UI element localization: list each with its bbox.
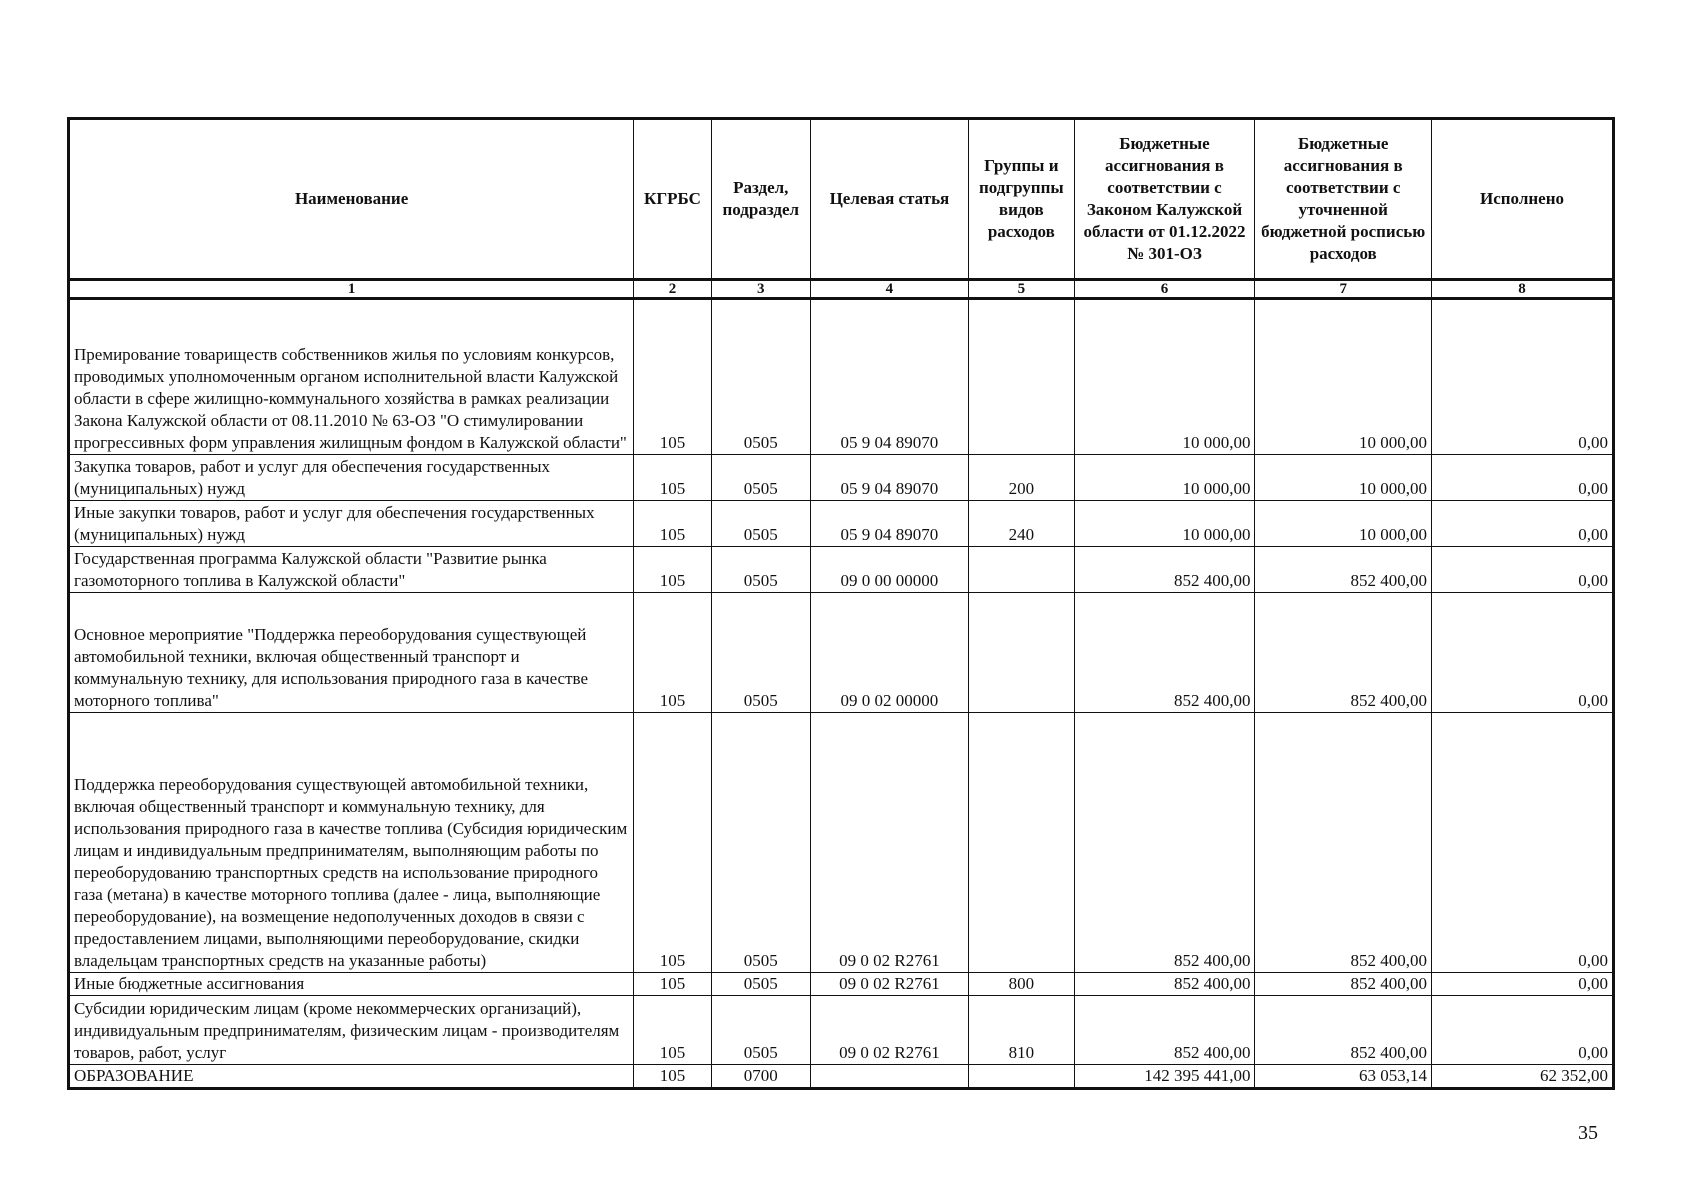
row-section: 0700	[711, 1065, 810, 1089]
col-header-article: Целевая статья	[810, 119, 968, 280]
row-name: Закупка товаров, работ и услуг для обеспечения государственных (муниципальных) нужд	[69, 455, 634, 501]
row-group: 800	[969, 973, 1075, 996]
col-number: 1	[69, 280, 634, 299]
row-executed: 0,00	[1432, 593, 1614, 713]
row-group: 240	[969, 501, 1075, 547]
row-executed: 0,00	[1432, 501, 1614, 547]
row-refined: 63 053,14	[1255, 1065, 1432, 1089]
row-law: 142 395 441,00	[1074, 1065, 1255, 1089]
row-law: 852 400,00	[1074, 713, 1255, 973]
row-article: 05 9 04 89070	[810, 501, 968, 547]
col-number: 3	[711, 280, 810, 299]
table-row	[69, 455, 1614, 501]
row-kgrbs: 105	[634, 299, 712, 455]
row-name: Основное мероприятие "Поддержка переоборудования существующей автомобильной техники, включая общественный транспорт и коммунальную технику, для использования природного газа в качестве моторного топлива"	[69, 593, 634, 713]
row-section: 0505	[711, 713, 810, 973]
row-executed: 0,00	[1432, 713, 1614, 973]
row-kgrbs: 105	[634, 501, 712, 547]
row-name: Государственная программа Калужской области "Развитие рынка газомоторного топлива в Калужской области"	[69, 547, 634, 593]
row-kgrbs: 105	[634, 1065, 712, 1089]
row-article: 09 0 00 00000	[810, 547, 968, 593]
row-article: 05 9 04 89070	[810, 455, 968, 501]
row-section: 0505	[711, 996, 810, 1065]
row-refined: 852 400,00	[1255, 713, 1432, 973]
table-row	[69, 1065, 1614, 1089]
row-name: Иные бюджетные ассигнования	[69, 973, 634, 996]
row-refined: 10 000,00	[1255, 299, 1432, 455]
row-section: 0505	[711, 455, 810, 501]
row-section: 0505	[711, 547, 810, 593]
row-refined: 852 400,00	[1255, 996, 1432, 1065]
row-article: 09 0 02 R2761	[810, 973, 968, 996]
col-header-section: Раздел, подраздел	[711, 119, 810, 280]
table-row	[69, 501, 1614, 547]
row-kgrbs: 105	[634, 547, 712, 593]
column-number-row	[69, 280, 1614, 299]
row-article: 09 0 02 R2761	[810, 996, 968, 1065]
table-row	[69, 547, 1614, 593]
col-number: 7	[1255, 280, 1432, 299]
row-executed: 0,00	[1432, 299, 1614, 455]
col-header-group: Группы и подгруппы видов расходов	[969, 119, 1075, 280]
row-executed: 0,00	[1432, 996, 1614, 1065]
header-row	[69, 119, 1614, 280]
row-group	[969, 593, 1075, 713]
row-article	[810, 1065, 968, 1089]
row-kgrbs: 105	[634, 455, 712, 501]
row-group	[969, 713, 1075, 973]
page-number: 35	[1578, 1122, 1598, 1144]
budget-table	[67, 117, 1615, 1090]
row-executed: 0,00	[1432, 455, 1614, 501]
row-executed: 0,00	[1432, 973, 1614, 996]
row-law: 852 400,00	[1074, 973, 1255, 996]
row-kgrbs: 105	[634, 996, 712, 1065]
col-header-name: Наименование	[69, 119, 634, 280]
row-law: 852 400,00	[1074, 593, 1255, 713]
row-group	[969, 1065, 1075, 1089]
col-header-executed: Исполнено	[1432, 119, 1614, 280]
table-row	[69, 593, 1614, 713]
row-kgrbs: 105	[634, 973, 712, 996]
row-section: 0505	[711, 593, 810, 713]
row-law: 10 000,00	[1074, 299, 1255, 455]
col-number: 5	[969, 280, 1075, 299]
row-name: ОБРАЗОВАНИЕ	[69, 1065, 634, 1089]
row-law: 10 000,00	[1074, 501, 1255, 547]
col-number: 2	[634, 280, 712, 299]
col-header-kgrbs: КГРБС	[634, 119, 712, 280]
row-kgrbs: 105	[634, 593, 712, 713]
row-executed: 62 352,00	[1432, 1065, 1614, 1089]
row-section: 0505	[711, 501, 810, 547]
row-name: Поддержка переоборудования существующей автомобильной техники, включая общественный транспорт и коммунальную технику, для использования природного газа в качестве топлива (Субсидия юридическим лицам и индивидуальным предпринимателям, выполняющим работы по переоборудованию транспортных средств на использование природного газа (метана) в качестве моторного топлива (далее - лица, выполняющие переоборудование), на возмещение недополученных доходов в связи с предоставлением лицами, выполняющими переоборудование, скидки владельцам транспортных средств на указанные работы)	[69, 713, 634, 973]
row-refined: 852 400,00	[1255, 973, 1432, 996]
row-group	[969, 299, 1075, 455]
col-header-refined: Бюджетные ассигнования в соответствии с уточненной бюджетной росписью расходов	[1255, 119, 1432, 280]
row-refined: 10 000,00	[1255, 501, 1432, 547]
row-article: 09 0 02 R2761	[810, 713, 968, 973]
table-row	[69, 996, 1614, 1065]
row-kgrbs: 105	[634, 713, 712, 973]
row-group: 810	[969, 996, 1075, 1065]
col-number: 4	[810, 280, 968, 299]
table-row	[69, 299, 1614, 455]
col-number: 6	[1074, 280, 1255, 299]
row-name: Премирование товариществ собственников жилья по условиям конкурсов, проводимых уполномоченным органом исполнительной власти Калужской области в сфере жилищно-коммунального хозяйства в рамках реализации Закона Калужской области от 08.11.2010 № 63-ОЗ "О стимулировании прогрессивных форм управления жилищным фондом в Калужской области"	[69, 299, 634, 455]
row-refined: 852 400,00	[1255, 593, 1432, 713]
table-row	[69, 973, 1614, 996]
row-group	[969, 547, 1075, 593]
table-row	[69, 713, 1614, 973]
col-number: 8	[1432, 280, 1614, 299]
row-law: 852 400,00	[1074, 996, 1255, 1065]
col-header-law: Бюджетные ассигнования в соответствии с Законом Калужской области от 01.12.2022 № 301-ОЗ	[1074, 119, 1255, 280]
row-executed: 0,00	[1432, 547, 1614, 593]
row-name: Иные закупки товаров, работ и услуг для обеспечения государственных (муниципальных) нужд	[69, 501, 634, 547]
row-name: Субсидии юридическим лицам (кроме некоммерческих организаций), индивидуальным предпринимателям, физическим лицам - производителям товаров, работ, услуг	[69, 996, 634, 1065]
row-article: 09 0 02 00000	[810, 593, 968, 713]
row-article: 05 9 04 89070	[810, 299, 968, 455]
row-section: 0505	[711, 973, 810, 996]
row-law: 10 000,00	[1074, 455, 1255, 501]
row-section: 0505	[711, 299, 810, 455]
row-refined: 10 000,00	[1255, 455, 1432, 501]
row-law: 852 400,00	[1074, 547, 1255, 593]
row-group: 200	[969, 455, 1075, 501]
row-refined: 852 400,00	[1255, 547, 1432, 593]
